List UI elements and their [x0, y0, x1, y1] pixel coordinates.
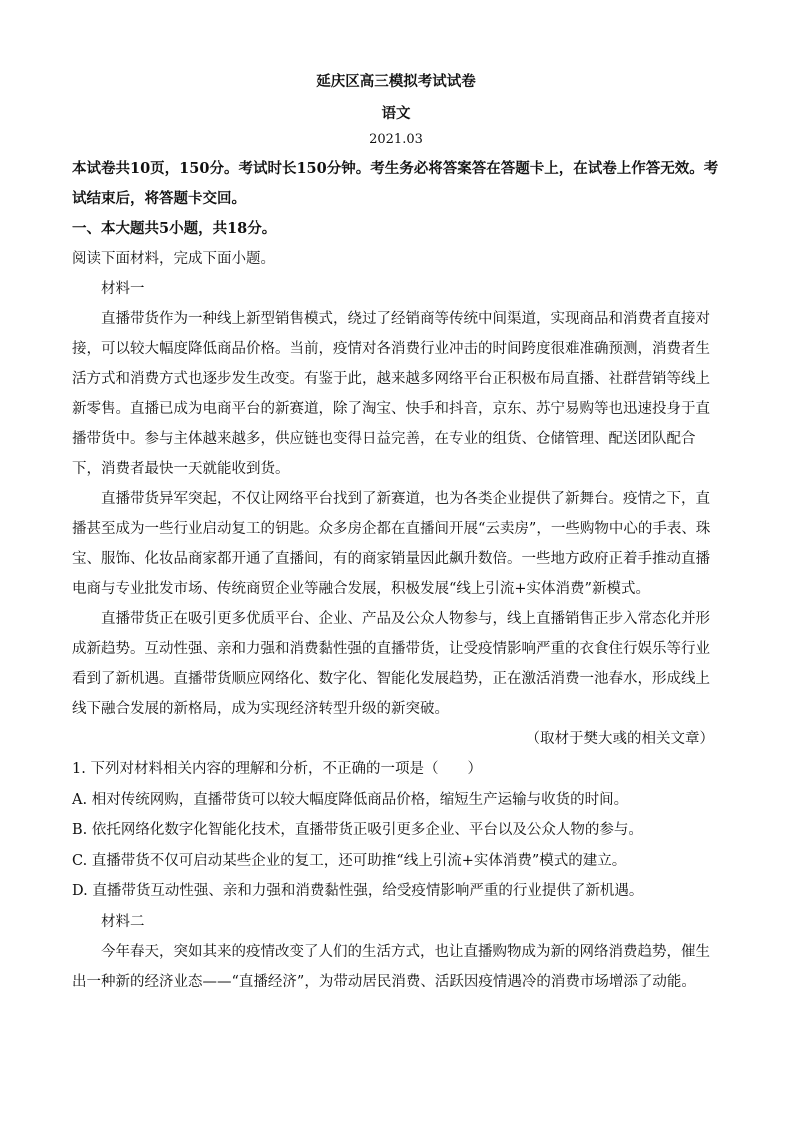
- material2-paragraph-1: 今年春天，突如其来的疫情改变了人们的生活方式，也让直播购物成为新的网络消费趋势，催生出一种新的经济业态——“直播经济”，为带动居民消费、活跃因疫情遇冷的消费市场增添了动能。: [72, 943, 710, 990]
- question1-stem: 1. 下列对材料相关内容的理解和分析，不正确的一项是（ ）: [72, 761, 482, 777]
- question1-option-a: A. 相对传统网购，直播带货可以较大幅度降低商品价格，缩短生产运输与收货的时间。: [72, 791, 629, 808]
- section-heading: 一、本大题共5小题，共18分。: [72, 220, 277, 237]
- exam-notice: 本试卷共10页，150分。考试时长150分钟。考生务必将答案答在答题卡上，在试卷上作答无效。考试结束后，将答题卡交回。: [72, 160, 719, 207]
- material1-paragraph-3: 直播带货正在吸引更多优质平台、企业、产品及公众人物参与，线上直播销售正步入常态化并形成新趋势。互动性强、亲和力强和消费黏性强的直播带货，让受疫情影响严重的衣食住行娱乐等行业看到了新机遇。直播带货顺应网络化、数字化、智能化发展趋势，正在激活消费一池春水，形成线上线下融合发展的新格局，成为实现经济转型升级的新突破。: [72, 611, 710, 717]
- subject-title: 语文: [381, 105, 411, 122]
- reading-instruction: 阅读下面材料，完成下面小题。: [72, 251, 275, 267]
- question1-option-c: C. 直播带货不仅可启动某些企业的复工，还可助推“线上引流+实体消费”模式的建立。: [72, 852, 627, 869]
- material1-source: （取材于樊大彧的相关文章）: [525, 731, 714, 747]
- exam-date: 2021.03: [369, 132, 423, 147]
- question1-option-d: D. 直播带货互动性强、亲和力强和消费黏性强，给受疫情影响严重的行业提供了新机遇。: [72, 883, 644, 899]
- exam-page: [72, 60, 720, 997]
- material1-label: 材料一: [101, 281, 145, 297]
- material2-label: 材料二: [101, 913, 145, 930]
- exam-title: 延庆区高三模拟考试试卷: [316, 73, 476, 90]
- material1-paragraph-2: 直播带货异军突起，不仅让网络平台找到了新赛道，也为各类企业提供了新舞台。疫情之下，直播甚至成为一些行业启动复工的钥匙。众多房企都在直播间开展“云卖房”，一些购物中心的手表、珠宝、服饰、化妆品商家都开通了直播间，有的商家销量因此飙升数倍。一些地方政府正着手推动直播电商与专业批发市场、传统商贸企业等融合发展，积极发展“线上引流+实体消费”新模式。: [72, 491, 711, 597]
- material1-paragraph-1: 直播带货作为一种线上新型销售模式，绕过了经销商等传统中间渠道，实现商品和消费者直接对接，可以较大幅度降低商品价格。当前，疫情对各消费行业冲击的时间跨度很难准确预测，消费者生活方式和消费方式也逐步发生改变。有鉴于此，越来越多网络平台正积极布局直播、社群营销等线上新零售。直播已成为电商平台的新赛道，除了淘宝、快手和抖音，京东、苏宁易购等也迅速投身于直播带货中。参与主体越来越多，供应链也变得日益完善，在专业的组货、仓储管理、配送团队配合下，消费者最快一天就能收到货。: [72, 311, 710, 477]
- question1-option-b: B. 依托网络化数字化智能化技术，直播带货正吸引更多企业、平台以及公众人物的参与。: [72, 822, 643, 838]
